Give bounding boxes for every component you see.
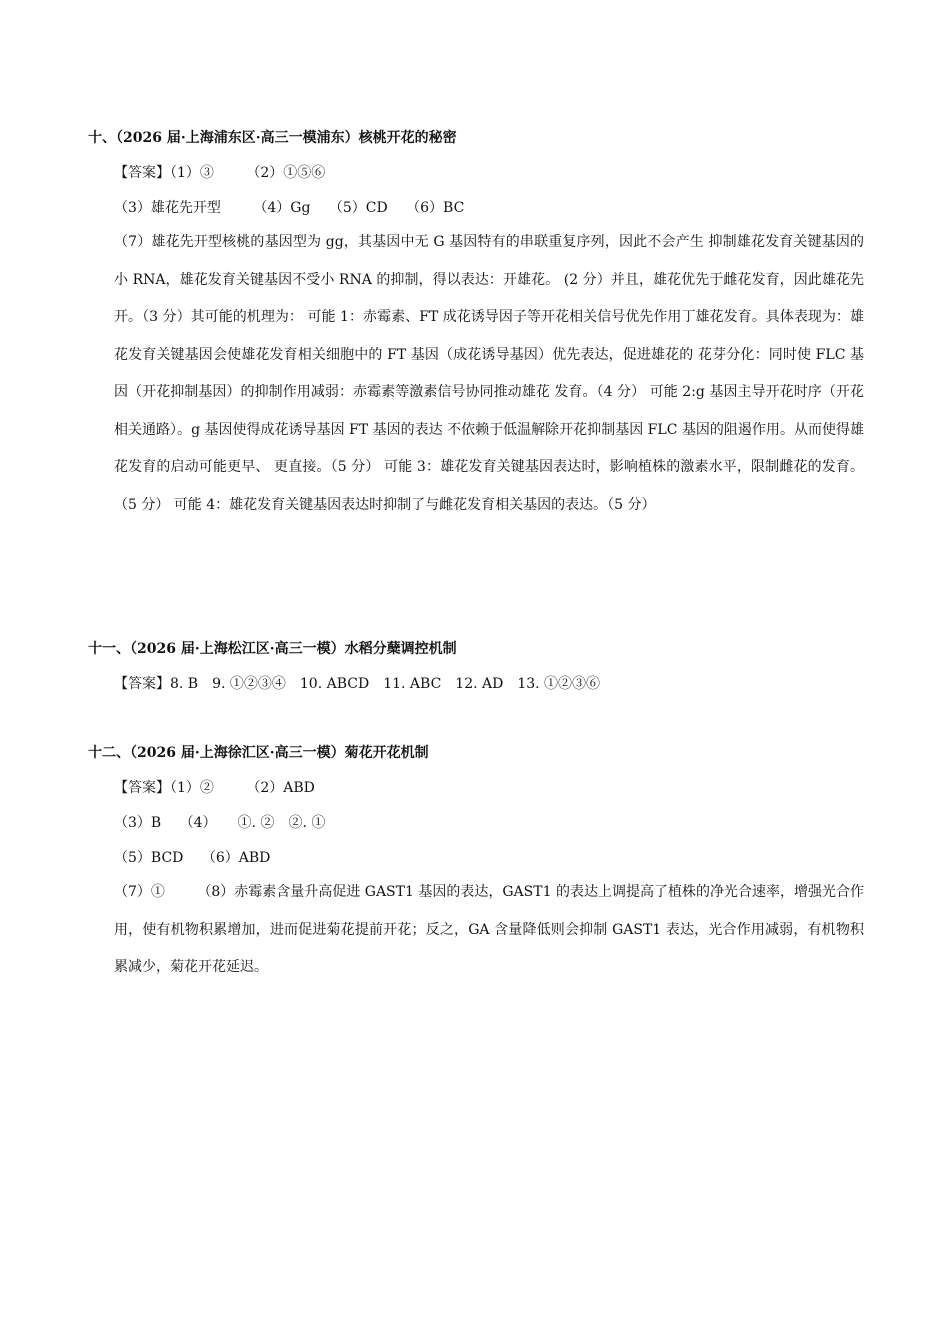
section-11-heading: 十一、（2026 届·上海松江区·高三一模）水稻分蘖调控机制 — [88, 641, 457, 657]
section-12-heading: 十二、（2026 届·上海徐汇区·高三一模）菊花开花机制 — [88, 745, 429, 761]
section-10 — [88, 128, 868, 524]
section-10-answer-line-2: （3）雄花先开型 （4）Gg （5）CD （6）BC — [114, 200, 465, 216]
section-12-answer-line-3: （5）BCD （6）ABD — [114, 850, 271, 866]
section-12-answer-line-1: 【答案】（1）② （2）ABD — [114, 780, 315, 796]
section-10-heading: 十、（2026 届·上海浦东区·高三一模浦东）核桃开花的秘密 — [88, 130, 457, 146]
section-11 — [88, 639, 868, 694]
section-11-answer-line: 【答案】8. B 9. ①②③④ 10. ABCD 11. ABC 12. AD 13. ①②③⑥ — [114, 676, 601, 692]
section-10-answer-line-1: 【答案】（1）③ （2）①⑤⑥ — [114, 165, 326, 181]
section-12-answer-line-2: （3）B （4） ①. ② ②. ① — [114, 815, 326, 831]
section-10-answer-paragraph: （7）雄花先开型核桃的基因型为 gg，其基因中无 G 基因特有的串联重复序列，因此不会产生 抑制雄花发育关键基因的小 RNA，雄花发育关键基因不受小 RNA 的抑制，得以表达：开雄花。 (2 分）并且，雄花优先于雌花发育，因此雄花先开。（3 分）其可能的机理为： 可能 1：赤霉素、FT 成花诱导因子等开花相关信号优先作用丁雄花发育。具体表现为：雄 花发育关键基因会使雄花发育相关细胞中的 FT 基因（成花诱导基因）优先表达，促进雄花的 花芽分化：同时使 FLC 基因（开花抑制基因）的抑制作用减弱：赤霉素等激素信号协同推动雄花 发育。（4 分） 可能 2:g 基因主导开花时序（开花相关通路）。g 基因使得成花诱导基因 FT 基因的表达 不依赖于低温解除开花抑制基因 FLC 基因的阻遏作用。从而使得雄花发育的启动可能更早、 更直接。（5 分） 可能 3：雄花发育关键基因表达时，影响植株的激素水平，限制雌花的发育。（5 分） 可能 4：雄花发育关键基因表达时抑制了与雌花发育相关基因的表达。（5 分） — [114, 234, 864, 513]
section-12-answer-paragraph: （7）① （8）赤霉素含量升高促进 GAST1 基因的表达，GAST1 的表达上调提高了植株的净光合速率，增强光合作用，使有机物积累增加，进而促进菊花提前开花；反之，GA 含量降低则会抑制 GAST1 表达，光合作用减弱，有机物积累减少，菊花开花延迟。 — [114, 884, 864, 975]
section-12 — [88, 743, 868, 987]
